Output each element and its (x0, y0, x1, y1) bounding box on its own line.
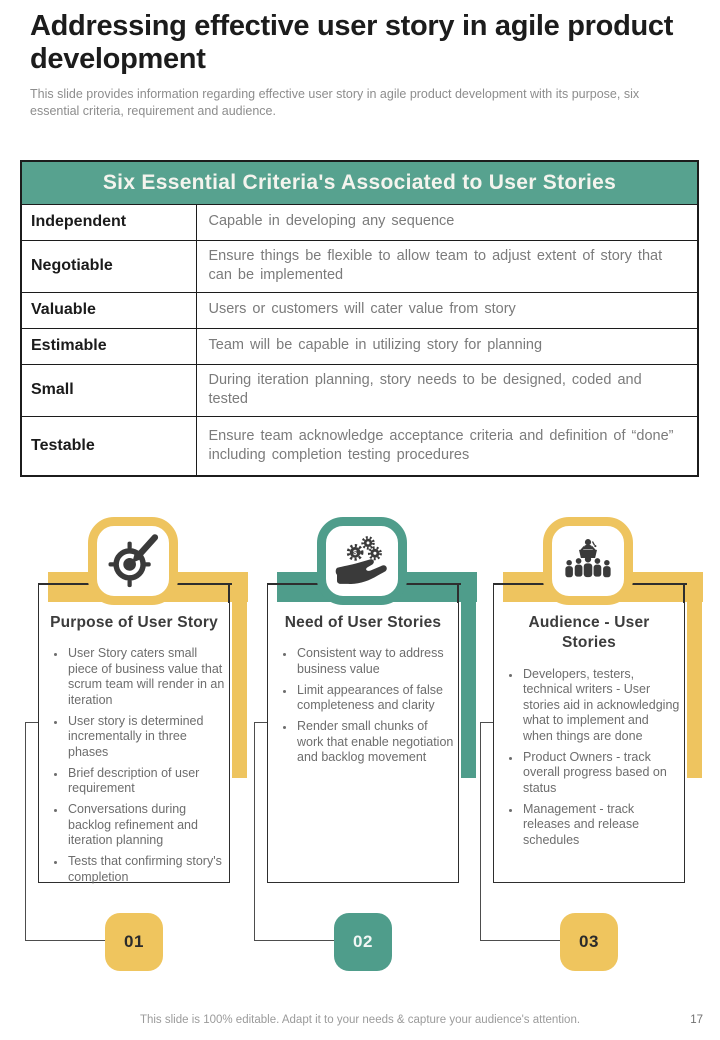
desc-cell: Team will be capable in utilizing story for planning (196, 328, 698, 364)
table-header: Six Essential Criteria's Associated to User Stories (21, 161, 698, 204)
card-box (38, 583, 230, 883)
target-arrow-icon (88, 517, 178, 605)
connector-line (254, 722, 255, 941)
target-arrow-icon-svg (106, 534, 160, 588)
term-cell: Independent (21, 204, 196, 240)
bullet-item: • Limit appearances of false completeness and clarity (295, 683, 455, 714)
card-bullets (268, 646, 455, 766)
accent-band (687, 572, 702, 778)
desc-cell: Capable in developing any sequence (196, 204, 698, 240)
connector-line (25, 722, 38, 723)
bullet-item: • Render small chunks of work that enable negotiation and backlog movement (295, 719, 455, 766)
hand-gears-icon-svg (334, 536, 390, 586)
accent-band (232, 572, 247, 778)
card-title: Need of User Stories (284, 614, 442, 631)
connector-line (254, 940, 335, 941)
bullet-item: • Brief description of user requirement (66, 766, 226, 797)
svg-text:$: $ (353, 549, 358, 557)
page-subtitle: This slide provides information regarding effective user story in agile product development with its purpose, six essential criteria, requirement and audience. (30, 87, 640, 119)
connector-line (254, 722, 267, 723)
connector-line (25, 940, 106, 941)
desc-cell: Ensure things be flexible to allow team to adjust extent of story that can be implemented (196, 240, 698, 292)
audience-icon-svg (562, 537, 614, 585)
accent-band (461, 572, 476, 778)
bullet-item: • Developers, testers, technical writers - User stories aid in acknowledging what to implement and when things are done (521, 667, 681, 745)
card-box (267, 583, 459, 883)
connector-line (480, 722, 493, 723)
desc-cell: Ensure team acknowledge acceptance criteria and definition of “done” including completion testing procedures (196, 416, 698, 476)
hand-gears-icon (317, 517, 407, 605)
page-number: 17 (690, 1014, 703, 1026)
bullet-item: • Tests that confirming story's completion (66, 854, 226, 885)
number-badge: 02 (334, 913, 392, 971)
card-border-line (228, 583, 230, 603)
bullet-item: • Consistent way to address business value (295, 646, 455, 677)
footer-note: This slide is 100% editable. Adapt it to your needs & capture your audience's attention. (139, 1014, 581, 1026)
card-bullets (494, 667, 681, 849)
connector-line (480, 722, 481, 941)
bullet-item: • User story is determined incrementally in three phases (66, 714, 226, 761)
term-cell: Testable (21, 416, 196, 476)
card-title: Purpose of User Story (50, 614, 218, 631)
card-border-line (683, 583, 685, 603)
connector-line (480, 940, 561, 941)
connector-line (25, 722, 26, 941)
card-title: Audience - User Stories (528, 614, 650, 652)
bullet-item: • Product Owners - track overall progress based on status (521, 750, 681, 797)
bullet-item: • User Story caters small piece of business value that scrum team will render in an iteration (66, 646, 226, 708)
card-border-line (457, 583, 459, 603)
card-bullets (39, 646, 226, 885)
number-badge: 03 (560, 913, 618, 971)
page-title: Addressing effective user story in agile product development (30, 10, 674, 75)
term-cell: Estimable (21, 328, 196, 364)
audience-icon (543, 517, 633, 605)
bullet-item: • Conversations during backlog refinement and iteration planning (66, 802, 226, 849)
number-badge: 01 (105, 913, 163, 971)
desc-cell: During iteration planning, story needs to be designed, coded and tested (196, 364, 698, 416)
bullet-item: • Management - track releases and release schedules (521, 802, 681, 849)
desc-cell: Users or customers will cater value from story (196, 292, 698, 328)
term-cell: Valuable (21, 292, 196, 328)
term-cell: Negotiable (21, 240, 196, 292)
card-box (493, 583, 685, 883)
term-cell: Small (21, 364, 196, 416)
